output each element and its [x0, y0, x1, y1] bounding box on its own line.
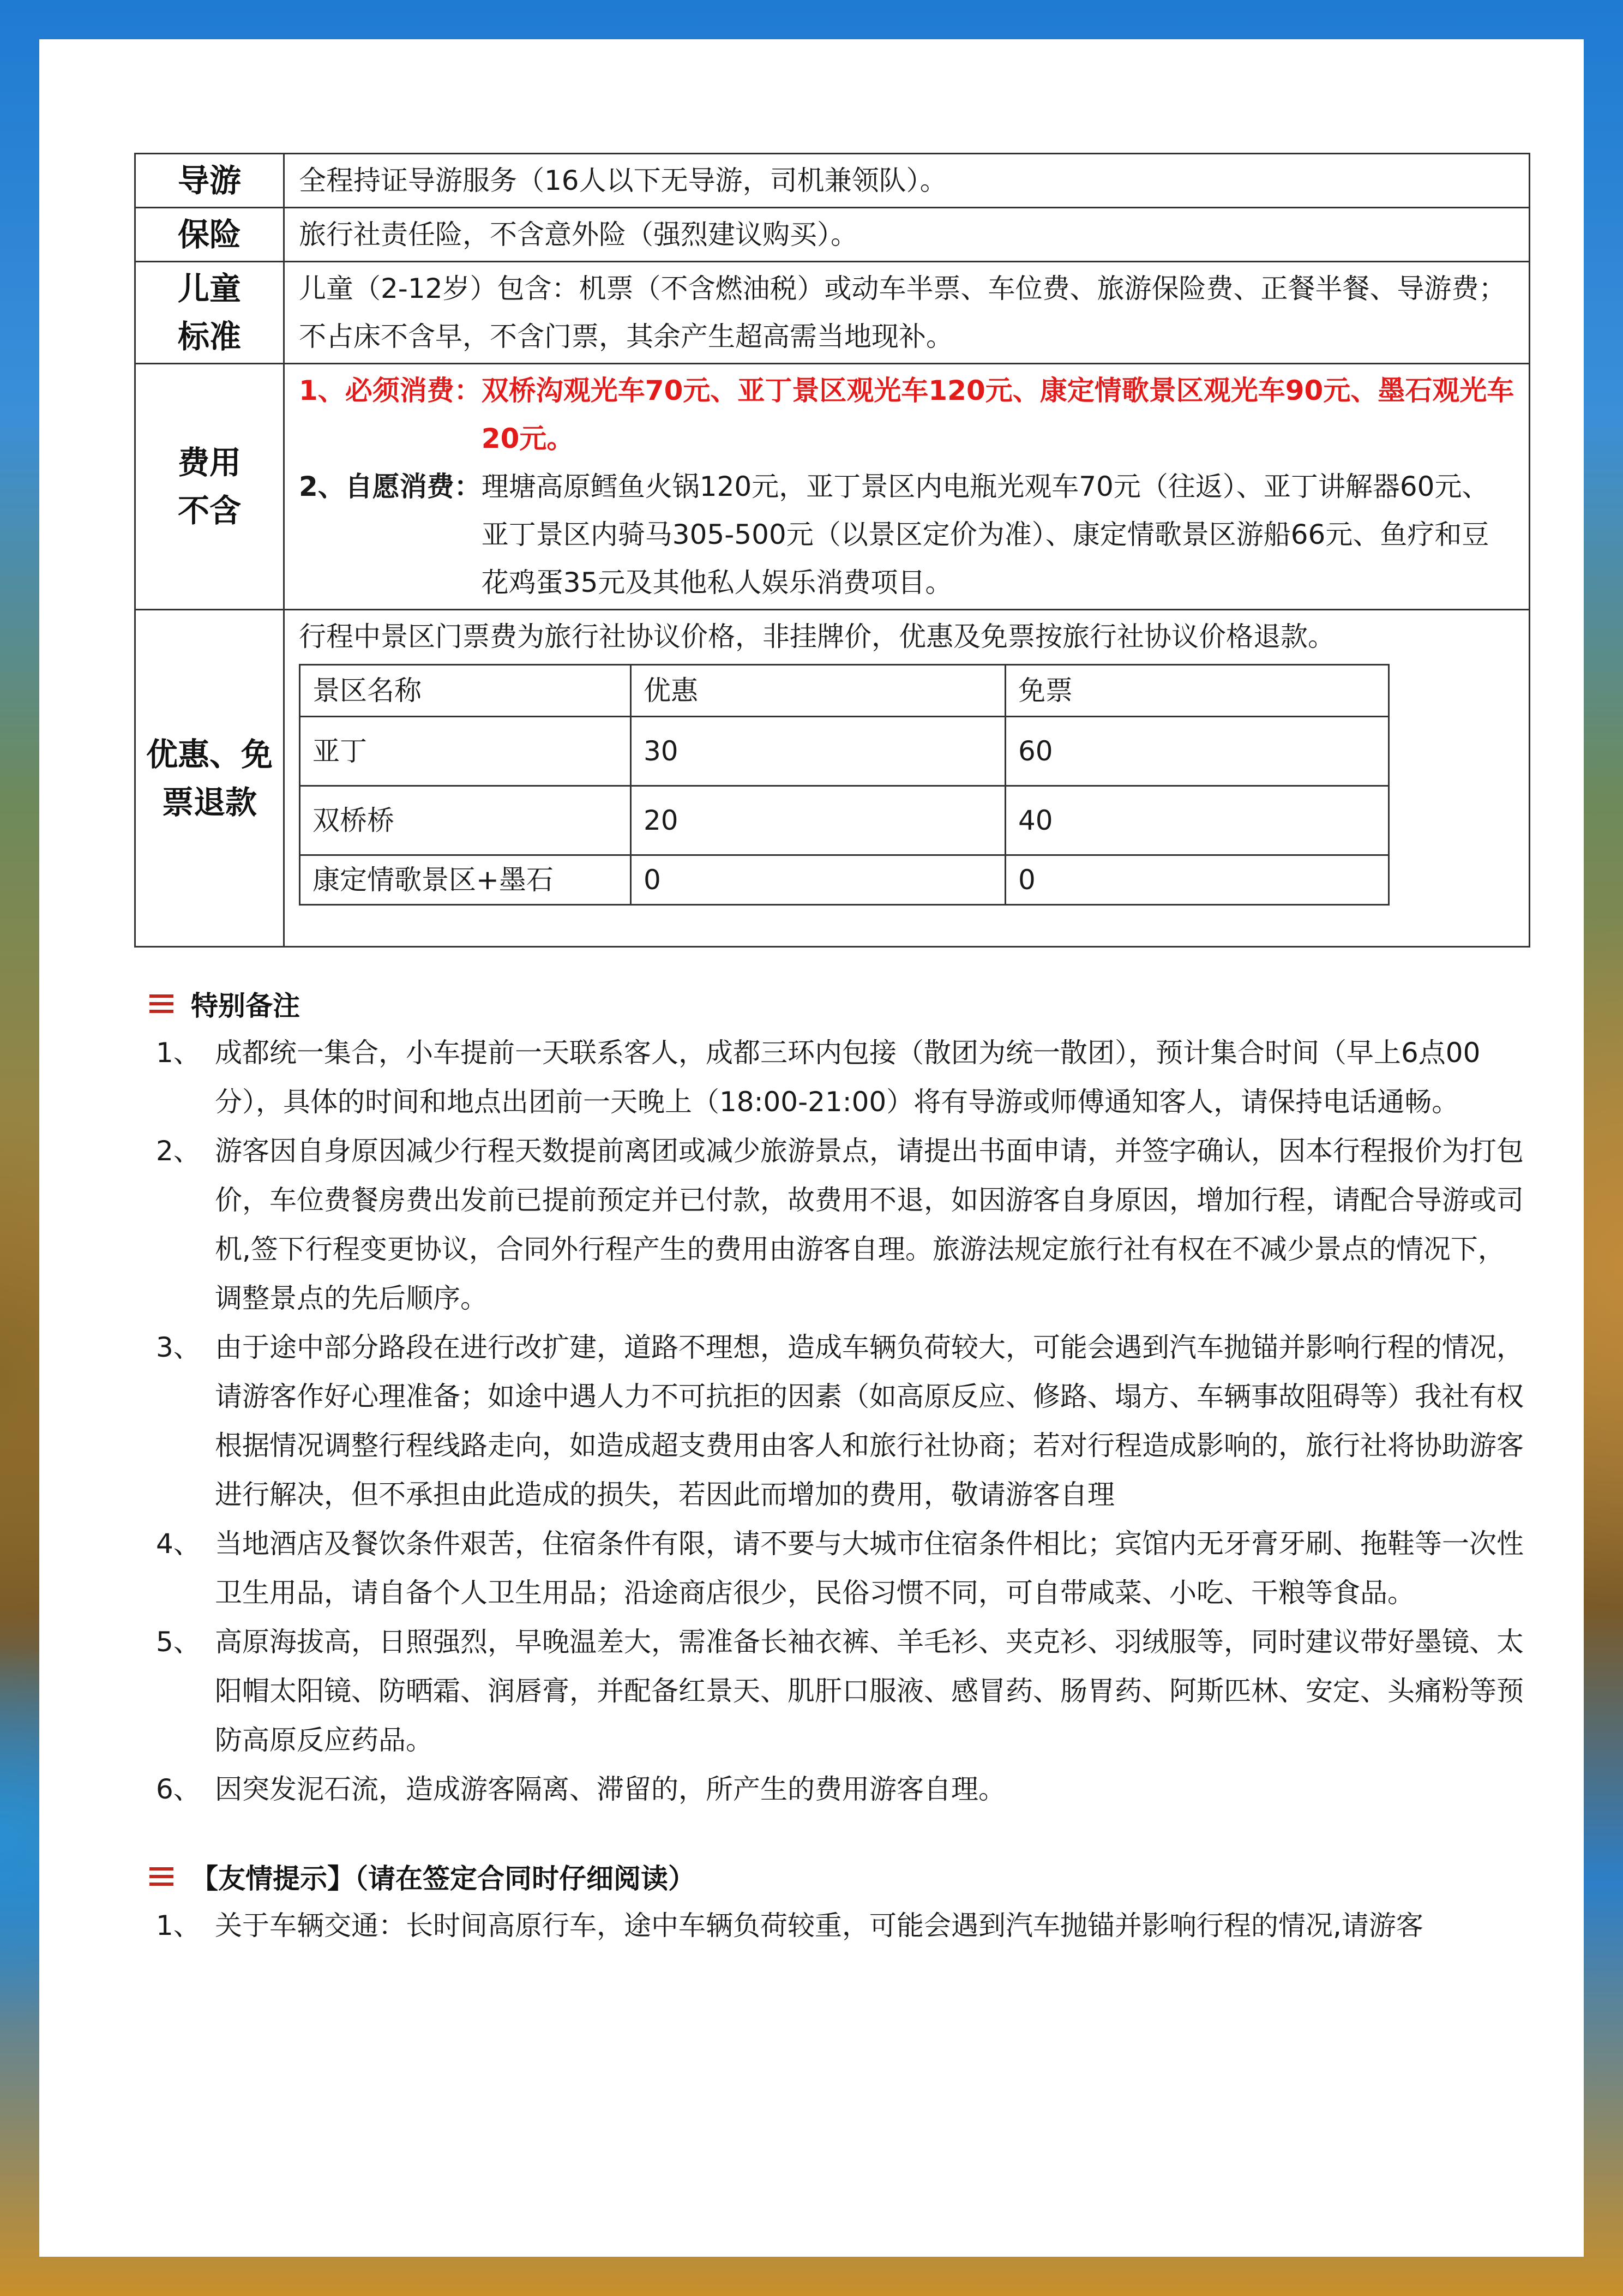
- item-text: 由于途中部分路段在进行改扩建，道路不理想，造成车辆负荷较大，可能会遇到汽车抛锚并影响行程的情况，请游客作好心理准备；如途中遇人力不可抗拒的因素（如高原反应、修路、塌方、车辆事故阻碍等）我社有权根据情况调整行程线路走向，如造成超支费用由客人和旅行社协商；若对行程造成影响的，旅行社将协助游客进行解决，但不承担由此造成的损失，若因此而增加的费用，敬请游客自理: [215, 1332, 1524, 1510]
- item-text: 关于车辆交通：长时间高原行车，途中车辆负荷较重，可能会遇到汽车抛锚并影响行程的情况,请游客: [215, 1910, 1423, 1941]
- item-text: 游客因自身原因减少行程天数提前离团或减少旅游景点，请提出书面申请，并签字确认，因本行程报价为打包价，车位费餐房费出发前已提前预定并已付款，故费用不退，如因游客自身原因，增加行程，请配合导游或司机,签下行程变更协议，合同外行程产生的费用由游客自理。旅游法规定旅行社有权在不减少景点的情况下，调整景点的先后顺序。: [215, 1135, 1524, 1314]
- item-number: 1、: [156, 1910, 201, 1941]
- optional-key: 2、自愿消费：: [299, 471, 482, 502]
- row-children: [135, 262, 1530, 364]
- list-item: [134, 1126, 1530, 1323]
- list-item: [134, 1028, 1530, 1126]
- document-content: [134, 153, 1530, 1950]
- item-number: 2、: [156, 1135, 201, 1167]
- item-text: 高原海拔高，日照强烈，早晚温差大，需准备长袖衣裤、羊毛衫、夹克衫、羽绒服等，同时建议带好墨镜、太阳帽太阳镜、防晒霜、润唇膏，并配备红景天、肌肝口服液、感冒药、肠胃药、阿斯匹林、安定、头痛粉等预防高原反应药品。: [215, 1626, 1524, 1756]
- list-item: [134, 1901, 1530, 1950]
- list-icon: [149, 1867, 173, 1886]
- label-children-line2: 标准: [177, 318, 241, 355]
- refund-cell: 20: [631, 786, 1006, 855]
- item-text: 成都统一集合，小车提前一天联系客人，成都三环内包接（散团为统一散团），预计集合时间（早上6点00分），具体的时间和地点出团前一天晚上（18:00-21:00）将有导游或师傅通知客人，请保持电话通畅。: [215, 1037, 1481, 1118]
- item-text: 因突发泥石流，造成游客隔离、滞留的，所产生的费用游客自理。: [215, 1773, 1006, 1805]
- special-notes-heading: [134, 979, 1530, 1028]
- refund-header-row: [300, 665, 1389, 717]
- row-refund: [135, 610, 1530, 947]
- refund-header-cell: 免票: [1006, 665, 1389, 717]
- refund-cell: 0: [631, 855, 1006, 905]
- label-excluded-line1: 费用: [177, 444, 241, 481]
- table-row: [300, 717, 1389, 786]
- refund-header-cell: 景区名称: [300, 665, 631, 717]
- refund-cell: 30: [631, 717, 1006, 786]
- mandatory-text: 双桥沟观光车70元、亚丁景区观光车120元、康定情歌景区观光车90元、墨石观光车20元。: [481, 375, 1514, 454]
- text-insurance: 旅行社责任险，不含意外险（强烈建议购买）。: [284, 208, 1530, 262]
- document-page: [39, 39, 1584, 2257]
- item-number: 4、: [156, 1528, 201, 1560]
- row-excluded: [135, 364, 1530, 610]
- table-row: [300, 786, 1389, 855]
- friendly-tips-list: [134, 1901, 1530, 1950]
- list-item: [134, 1519, 1530, 1617]
- label-excluded: [135, 364, 284, 610]
- fees-table: [134, 153, 1530, 948]
- text-guide: 全程持证导游服务（16人以下无导游，司机兼领队）。: [284, 154, 1530, 208]
- table-row: [300, 855, 1389, 905]
- special-notes-list: [134, 1028, 1530, 1814]
- mandatory-key: 1、必须消费：: [299, 375, 482, 406]
- item-number: 6、: [156, 1773, 201, 1805]
- refund-cell: 双桥桥: [300, 786, 631, 855]
- friendly-tips-heading: [134, 1852, 1530, 1901]
- label-refund: [135, 610, 284, 947]
- list-item: [134, 1617, 1530, 1765]
- refund-cell: 40: [1006, 786, 1389, 855]
- refund-cell: 亚丁: [300, 717, 631, 786]
- list-item: [134, 1323, 1530, 1519]
- label-refund-line2: 票退款: [161, 783, 257, 821]
- refund-details: [284, 610, 1530, 947]
- optional-text: 理塘高原鳕鱼火锅120元，亚丁景区内电瓶光观车70元（往返）、亚丁讲解器60元、亚丁景区内骑马305-500元（以景区定价为准）、康定情歌景区游船66元、鱼疗和豆花鸡蛋35元及其他私人娱乐消费项目。: [481, 471, 1489, 598]
- item-number: 3、: [156, 1332, 201, 1363]
- refund-table: [299, 664, 1390, 906]
- refund-cell: 康定情歌景区+墨石: [300, 855, 631, 905]
- mandatory-fees: [299, 367, 1514, 463]
- special-notes-title: 特别备注: [191, 990, 300, 1022]
- text-children: 儿童（2-12岁）包含：机票（不含燃油税）或动车半票、车位费、旅游保险费、正餐半餐、导游费；不占床不含早，不含门票，其余产生超高需当地现补。: [284, 262, 1530, 364]
- list-item: [134, 1765, 1530, 1814]
- row-guide: [135, 154, 1530, 208]
- excluded-details: [284, 364, 1530, 610]
- item-text: 当地酒店及餐饮条件艰苦，住宿条件有限，请不要与大城市住宿条件相比；宾馆内无牙膏牙刷、拖鞋等一次性卫生用品，请自备个人卫生用品；沿途商店很少，民俗习惯不同，可自带咸菜、小吃、干粮等食品。: [215, 1528, 1524, 1609]
- refund-cell: 60: [1006, 717, 1389, 786]
- refund-cell: 0: [1006, 855, 1389, 905]
- refund-header-cell: 优惠: [631, 665, 1006, 717]
- row-insurance: [135, 208, 1530, 262]
- optional-fees: [299, 463, 1514, 607]
- friendly-tips-title: 【友情提示】（请在签定合同时仔细阅读）: [191, 1863, 695, 1895]
- label-excluded-line2: 不含: [177, 492, 241, 529]
- label-insurance: 保险: [135, 208, 284, 262]
- item-number: 5、: [156, 1626, 201, 1658]
- label-children-line1: 儿童: [177, 270, 241, 307]
- refund-intro: 行程中景区门票费为旅行社协议价格，非挂牌价，优惠及免票按旅行社协议价格退款。: [299, 621, 1335, 652]
- item-number: 1、: [156, 1037, 201, 1069]
- label-guide: 导游: [135, 154, 284, 208]
- list-icon: [149, 994, 173, 1013]
- label-children: [135, 262, 284, 364]
- label-refund-line1: 优惠、免: [146, 735, 273, 773]
